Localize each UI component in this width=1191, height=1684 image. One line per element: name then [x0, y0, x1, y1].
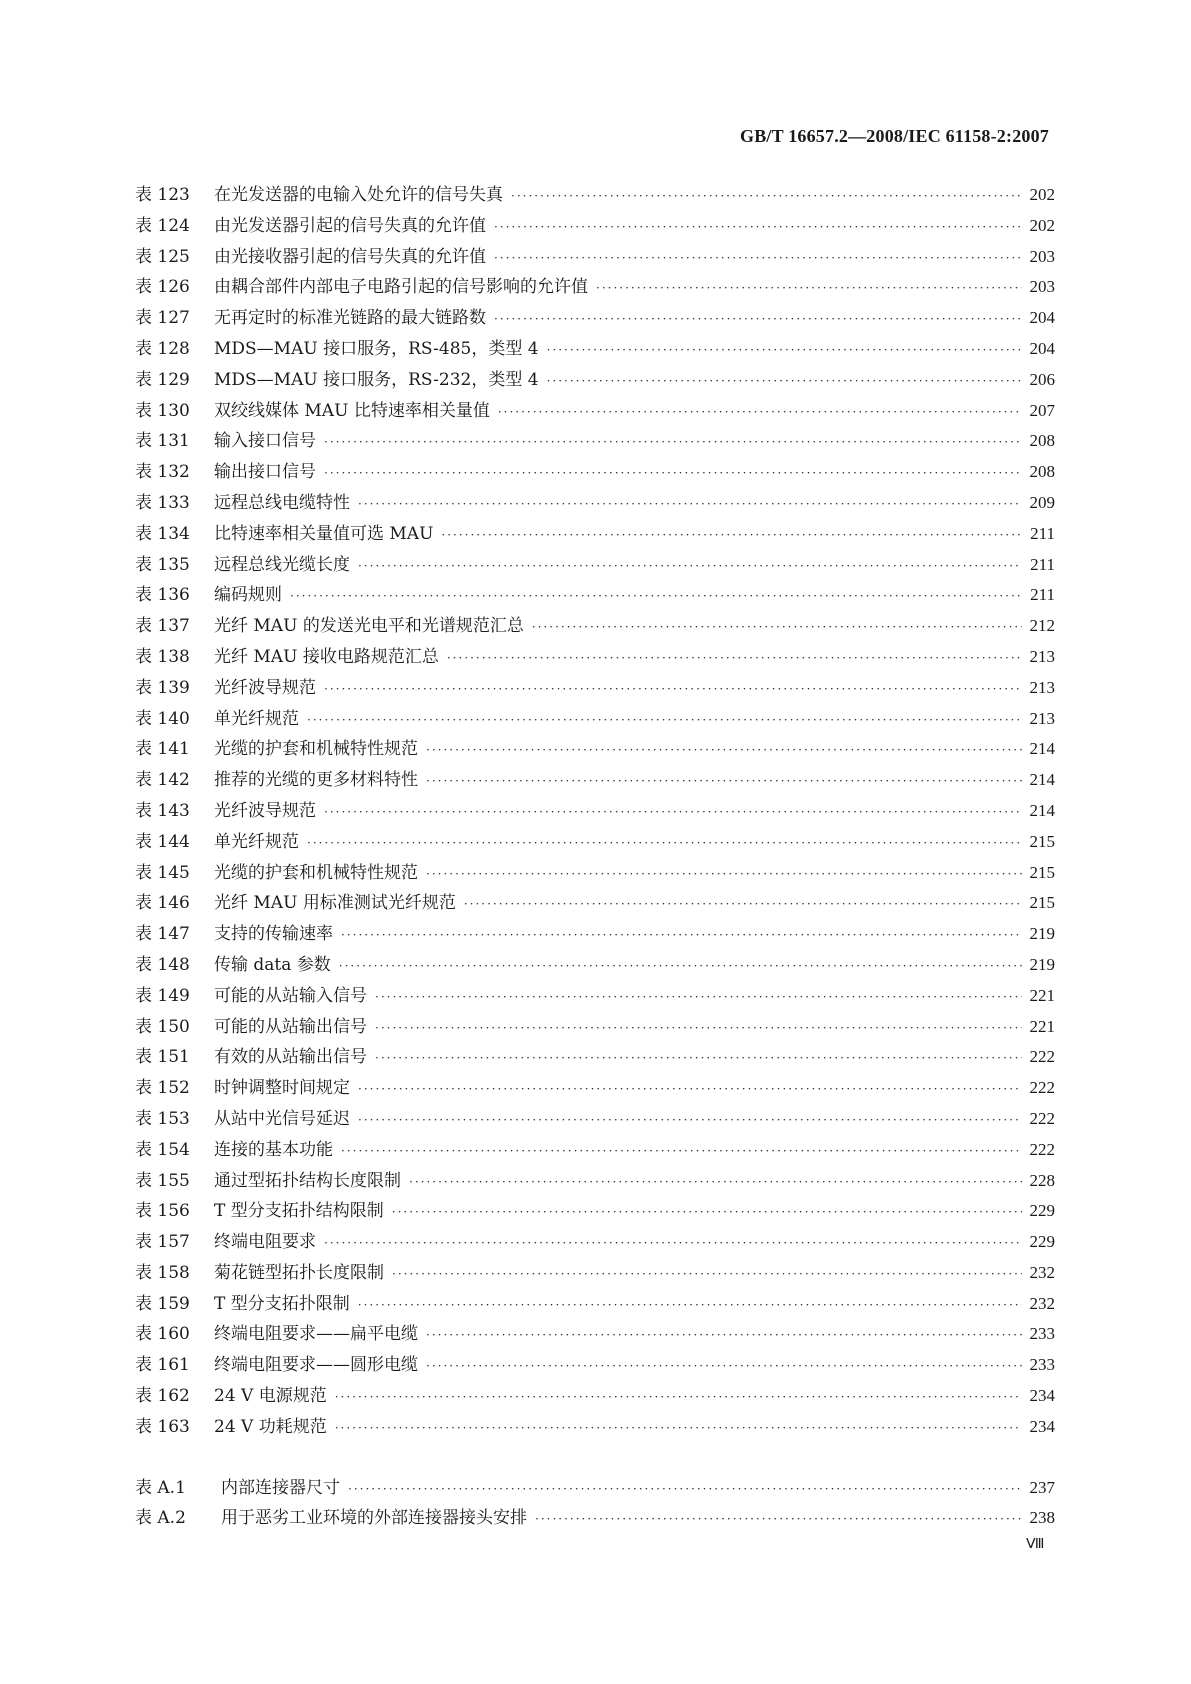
table-number: 表 150	[135, 1016, 190, 1037]
table-title: 内部连接器尺寸	[221, 1477, 340, 1498]
toc-entry[interactable]	[135, 919, 1055, 950]
table-number: 表 141	[135, 739, 190, 760]
leader-dots	[358, 551, 1022, 582]
entry-page-number: 233	[1029, 1324, 1055, 1344]
leader-dots	[341, 1136, 1022, 1167]
table-title: T 型分支拓扑结构限制	[214, 1201, 384, 1222]
table-title: 双绞线媒体 MAU 比特速率相关量值	[214, 400, 490, 421]
table-number: 表 136	[135, 585, 190, 606]
leader-dots	[324, 1228, 1022, 1259]
leader-dots	[426, 1351, 1022, 1382]
leader-dots	[447, 643, 1022, 674]
toc-entry[interactable]	[135, 611, 1055, 642]
entry-page-number: 237	[1029, 1477, 1055, 1497]
table-number: 表 148	[135, 954, 190, 975]
toc-entry[interactable]	[135, 1473, 1055, 1504]
entry-page-number: 229	[1029, 1232, 1055, 1252]
entry-page-number: 214	[1029, 800, 1055, 820]
leader-dots	[392, 1259, 1022, 1290]
table-title: 远程总线电缆特性	[214, 492, 350, 513]
table-number: 表 156	[135, 1201, 190, 1222]
table-title: 有效的从站输出信号	[214, 1047, 367, 1068]
toc-entry[interactable]	[135, 488, 1055, 519]
entry-page-number: 214	[1029, 739, 1055, 759]
table-number: 表 139	[135, 677, 190, 698]
table-title: 支持的传输速率	[214, 924, 333, 945]
toc-entry[interactable]	[135, 272, 1055, 303]
table-of-contents	[135, 180, 1055, 1534]
leader-dots	[335, 1413, 1022, 1444]
toc-entry[interactable]	[135, 1319, 1055, 1350]
table-title: 终端电阻要求	[214, 1232, 316, 1253]
table-number: 表 144	[135, 831, 190, 852]
entry-page-number: 222	[1029, 1047, 1055, 1067]
table-number: 表 123	[135, 185, 190, 205]
entry-page-number: 211	[1030, 554, 1055, 574]
toc-entry[interactable]	[135, 734, 1055, 765]
table-title: 24 V 功耗规范	[214, 1416, 327, 1437]
toc-entry[interactable]	[135, 1381, 1055, 1412]
toc-entry[interactable]	[135, 1350, 1055, 1381]
table-number: 表 132	[135, 462, 190, 483]
table-number: 表 159	[135, 1293, 190, 1314]
leader-dots	[409, 1167, 1022, 1198]
table-title: 光纤波导规范	[214, 677, 316, 698]
table-title: 菊花链型拓扑长度限制	[214, 1262, 384, 1283]
toc-entry[interactable]	[135, 888, 1055, 919]
table-number: 表 162	[135, 1386, 190, 1407]
table-title: 光纤波导规范	[214, 800, 316, 821]
table-title: MDS—MAU 接口服务，RS-485，类型 4	[214, 338, 539, 359]
table-title: 光纤 MAU 用标准测试光纤规范	[214, 893, 456, 914]
toc-entry[interactable]	[135, 303, 1055, 334]
entry-page-number: 212	[1029, 616, 1055, 636]
table-number: 表 138	[135, 646, 190, 667]
entry-page-number: 206	[1029, 369, 1055, 389]
toc-entry[interactable]	[135, 580, 1055, 611]
leader-dots	[358, 1074, 1022, 1105]
table-title: 通过型拓扑结构长度限制	[214, 1170, 401, 1191]
leader-dots	[375, 1043, 1022, 1074]
leader-dots	[324, 797, 1022, 828]
entry-page-number: 221	[1029, 1016, 1055, 1036]
table-number: 表 134	[135, 523, 190, 544]
entry-page-number: 238	[1029, 1508, 1055, 1528]
leader-dots	[494, 212, 1022, 243]
toc-entry[interactable]	[135, 550, 1055, 581]
toc-entry[interactable]	[135, 1227, 1055, 1258]
leader-dots	[547, 335, 1022, 366]
table-title: 推荐的光缆的更多材料特性	[214, 770, 418, 791]
leader-dots	[464, 889, 1022, 920]
table-number: 表 153	[135, 1108, 190, 1129]
table-number: 表 145	[135, 862, 190, 883]
table-title: 无再定时的标准光链路的最大链路数	[214, 308, 486, 329]
toc-gap	[135, 1443, 1055, 1473]
table-title: 由光发送器引起的信号失真的允许值	[214, 215, 486, 236]
table-number: 表 128	[135, 338, 190, 359]
toc-entry[interactable]	[135, 950, 1055, 981]
table-title: 终端电阻要求——扁平电缆	[214, 1324, 418, 1345]
entry-page-number: 204	[1029, 308, 1055, 328]
table-number: 表 A.1	[135, 1477, 186, 1498]
table-title: 输出接口信号	[214, 462, 316, 483]
leader-dots	[375, 982, 1022, 1013]
entry-page-number: 222	[1029, 1139, 1055, 1159]
entry-page-number: 204	[1029, 338, 1055, 358]
leader-dots	[596, 273, 1022, 304]
entry-page-number: 209	[1029, 492, 1055, 512]
entry-page-number: 202	[1029, 215, 1055, 235]
table-number: 表 126	[135, 277, 190, 298]
entry-page-number: 232	[1029, 1262, 1055, 1282]
leader-dots	[441, 520, 1022, 551]
entry-page-number: 203	[1029, 277, 1055, 297]
table-number: 表 155	[135, 1170, 190, 1191]
table-title: 比特速率相关量值可选 MAU	[214, 523, 434, 544]
toc-entry[interactable]	[135, 211, 1055, 242]
table-title: T 型分支拓扑限制	[214, 1293, 350, 1314]
table-number: 表 146	[135, 893, 190, 914]
toc-entry[interactable]	[135, 1166, 1055, 1197]
toc-entry[interactable]	[135, 1042, 1055, 1073]
table-title: MDS—MAU 接口服务，RS-232，类型 4	[214, 369, 539, 390]
table-number: 表 140	[135, 708, 190, 729]
table-title: 终端电阻要求——圆形电缆	[214, 1355, 418, 1376]
standard-header: GB/T 16657.2—2008/IEC 61158-2:2007	[740, 126, 1049, 146]
entry-page-number: 213	[1029, 677, 1055, 697]
table-title: 远程总线光缆长度	[214, 554, 350, 575]
table-number: 表 130	[135, 400, 190, 421]
table-title: 输入接口信号	[214, 431, 316, 452]
toc-entry[interactable]	[135, 334, 1055, 365]
entry-page-number: 229	[1029, 1201, 1055, 1221]
table-title: 24 V 电源规范	[214, 1386, 327, 1407]
leader-dots	[498, 397, 1022, 428]
table-number: 表 142	[135, 770, 190, 791]
table-number: 表 160	[135, 1324, 190, 1345]
leader-dots	[426, 735, 1022, 766]
toc-main-list	[135, 180, 1055, 1443]
table-number: 表 154	[135, 1139, 190, 1160]
table-number: 表 147	[135, 924, 190, 945]
toc-entry[interactable]	[135, 180, 1055, 211]
toc-entry[interactable]	[135, 1412, 1055, 1443]
table-number: 表 133	[135, 492, 190, 513]
leader-dots	[358, 1290, 1022, 1321]
toc-entry[interactable]	[135, 519, 1055, 550]
leader-dots	[348, 1474, 1022, 1505]
entry-page-number: 234	[1029, 1416, 1055, 1436]
leader-dots	[324, 427, 1022, 458]
table-title: 编码规则	[214, 585, 282, 606]
table-number: 表 157	[135, 1232, 190, 1253]
table-title: 可能的从站输出信号	[214, 1016, 367, 1037]
entry-page-number: 202	[1029, 185, 1055, 204]
entry-page-number: 221	[1029, 985, 1055, 1005]
toc-entry[interactable]	[135, 1135, 1055, 1166]
entry-page-number: 234	[1029, 1386, 1055, 1406]
toc-entry[interactable]	[135, 396, 1055, 427]
leader-dots	[324, 458, 1022, 489]
table-number: 表 135	[135, 554, 190, 575]
table-title: 传输 data 参数	[214, 954, 331, 975]
table-title: 单光纤规范	[214, 831, 299, 852]
entry-page-number: 215	[1029, 893, 1055, 913]
entry-page-number: 228	[1029, 1170, 1055, 1190]
table-title: 时钟调整时间规定	[214, 1078, 350, 1099]
entry-page-number: 203	[1029, 246, 1055, 266]
leader-dots	[532, 612, 1022, 643]
toc-entry[interactable]	[135, 981, 1055, 1012]
table-title: 光缆的护套和机械特性规范	[214, 862, 418, 883]
table-number: 表 158	[135, 1262, 190, 1283]
toc-entry[interactable]	[135, 827, 1055, 858]
table-number: 表 125	[135, 246, 190, 267]
leader-dots	[426, 859, 1022, 890]
entry-page-number: 233	[1029, 1355, 1055, 1375]
toc-entry[interactable]	[135, 1258, 1055, 1289]
table-title: 连接的基本功能	[214, 1139, 333, 1160]
toc-entry[interactable]	[135, 1012, 1055, 1043]
table-number: 表 151	[135, 1047, 190, 1068]
table-title: 光缆的护套和机械特性规范	[214, 739, 418, 760]
entry-page-number: 208	[1029, 462, 1055, 482]
entry-page-number: 215	[1029, 831, 1055, 851]
table-title: 用于恶劣工业环境的外部连接器接头安排	[221, 1508, 527, 1529]
entry-page-number: 215	[1029, 862, 1055, 882]
table-title: 从站中光信号延迟	[214, 1108, 350, 1129]
toc-appendix-list	[135, 1473, 1055, 1535]
table-number: 表 163	[135, 1416, 190, 1437]
toc-entry[interactable]	[135, 426, 1055, 457]
table-title: 可能的从站输入信号	[214, 985, 367, 1006]
leader-dots	[426, 766, 1022, 797]
entry-page-number: 211	[1030, 585, 1055, 605]
toc-entry[interactable]	[135, 365, 1055, 396]
toc-entry[interactable]	[135, 1104, 1055, 1135]
toc-entry[interactable]	[135, 457, 1055, 488]
leader-dots	[307, 705, 1022, 736]
toc-entry[interactable]	[135, 673, 1055, 704]
leader-dots	[511, 181, 1022, 212]
table-number: 表 161	[135, 1355, 190, 1376]
entry-page-number: 211	[1030, 523, 1055, 543]
leader-dots	[341, 920, 1022, 951]
entry-page-number: 213	[1029, 708, 1055, 728]
table-title: 光纤 MAU 接收电路规范汇总	[214, 646, 439, 667]
table-title: 单光纤规范	[214, 708, 299, 729]
leader-dots	[535, 1504, 1022, 1535]
toc-entry[interactable]	[135, 1289, 1055, 1320]
leader-dots	[375, 1013, 1022, 1044]
table-number: 表 A.2	[135, 1508, 186, 1529]
page-number: Ⅷ	[1026, 1537, 1045, 1552]
leader-dots	[426, 1320, 1022, 1351]
table-title: 光纤 MAU 的发送光电平和光谱规范汇总	[214, 616, 524, 637]
table-number: 表 129	[135, 369, 190, 390]
toc-entry[interactable]	[135, 858, 1055, 889]
table-number: 表 131	[135, 431, 190, 452]
table-title: 由光接收器引起的信号失真的允许值	[214, 246, 486, 267]
entry-page-number: 232	[1029, 1293, 1055, 1313]
entry-page-number: 213	[1029, 646, 1055, 666]
toc-entry[interactable]	[135, 765, 1055, 796]
toc-entry[interactable]	[135, 704, 1055, 735]
leader-dots	[494, 304, 1022, 335]
table-number: 表 149	[135, 985, 190, 1006]
entry-page-number: 208	[1029, 431, 1055, 451]
table-title: 由耦合部件内部电子电路引起的信号影响的允许值	[214, 277, 588, 298]
leader-dots	[307, 828, 1022, 859]
toc-entry[interactable]	[135, 1503, 1055, 1534]
toc-entry[interactable]	[135, 642, 1055, 673]
leader-dots	[339, 951, 1022, 982]
entry-page-number: 222	[1029, 1078, 1055, 1098]
entry-page-number: 222	[1029, 1108, 1055, 1128]
leader-dots	[324, 674, 1022, 705]
entry-page-number: 219	[1029, 954, 1055, 974]
toc-entry[interactable]	[135, 796, 1055, 827]
leader-dots	[392, 1197, 1022, 1228]
toc-entry[interactable]	[135, 1073, 1055, 1104]
table-number: 表 152	[135, 1078, 190, 1099]
table-number: 表 137	[135, 616, 190, 637]
entry-page-number: 207	[1029, 400, 1055, 420]
leader-dots	[494, 243, 1022, 274]
entry-page-number: 219	[1029, 924, 1055, 944]
table-number: 表 124	[135, 215, 190, 236]
table-number: 表 127	[135, 308, 190, 329]
leader-dots	[358, 1105, 1022, 1136]
entry-page-number: 214	[1029, 770, 1055, 790]
leader-dots	[547, 366, 1022, 397]
table-number: 表 143	[135, 800, 190, 821]
toc-entry[interactable]	[135, 1196, 1055, 1227]
table-title: 在光发送器的电输入处允许的信号失真	[214, 185, 503, 205]
leader-dots	[358, 489, 1022, 520]
leader-dots	[335, 1382, 1022, 1413]
toc-entry[interactable]	[135, 242, 1055, 273]
leader-dots	[290, 581, 1022, 612]
